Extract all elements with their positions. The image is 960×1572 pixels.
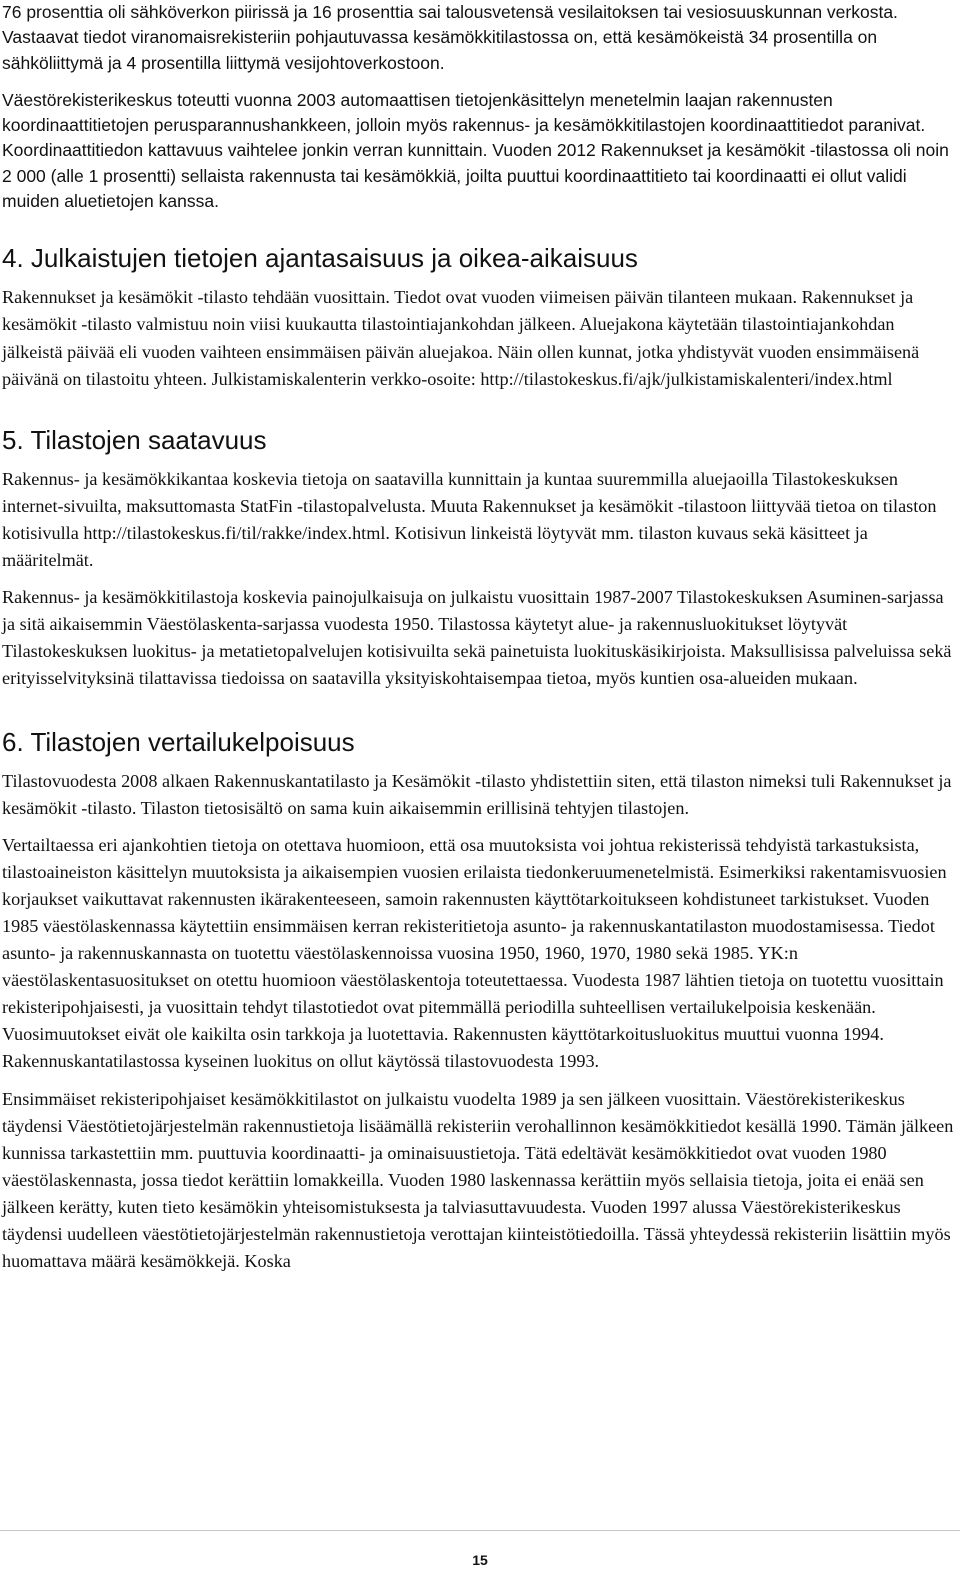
availability-paragraph-2: Rakennus- ja kesämökkitilastoja koskevia painojulkaisuja on julkaistu vuosittain 1987-2007 Tilastokeskuksen Asuminen-sarjassa ja sitä aikaisemmin Väestölaskenta-sarjassa vuodesta 1950. Tilastossa käytetyt alue- ja rakennusluokitukset löytyvät Tilastokeskuksen luokitus- ja metatietopalvelujen kotisivuilta sekä painetuista luokituskäsikirjoista. Maksullisissa palveluissa sekä erityisselvityksinä tilattavissa tiedoissa on saatavilla yksityiskohtaisempaa tietoa, myös kuntien osa-alueiden mukaan.: [2, 587, 952, 689]
timeliness-paragraph: Rakennukset ja kesämökit -tilasto tehdään vuosittain. Tiedot ovat vuoden viimeisen päivän tilanteen mukaan. Rakennukset ja kesämökit -tilasto valmistuu noin viisi kuukautta tilastointiajankohdan jälkeen. Aluejakona käytetään tilastointiajankohdan jälkeistä päivää eli vuoden vaihteen ensimmäisen päivän aluejakoa. Näin ollen kunnat, jotka yhdistyvät vuoden ensimmäisenä päivänä on tilastoitu yhteen. Julkistamiskalenterin verkko-osoite: http://tilastokeskus.fi/ajk/julkistamiskalenteri/index.html: [2, 287, 920, 389]
comparability-paragraph-2: Vertailtaessa eri ajankohtien tietoja on otettava huomioon, että osa muutoksista voi johtua rekisterissä tehdyistä tarkastuksista, tilastoaineiston käsittelyn muutoksista ja aikaisempien vuosien erilaista tiedonkeruumenetelmistä. Esimerkiksi rakentamisvuosien korjaukset vaikuttavat rakennusten ikärakenteeseen, samoin rakennusten käyttötarkoitukseen kohdistuneet tarkistukset. Vuoden 1985 väestölaskennassa käytettiin ensimmäisen kerran rekisteritietoja asunto- ja rakennuskantatilaston muodostamisessa. Tiedot asunto- ja rakennuskannasta on tuotettu väestölaskennoissa vuosina 1950, 1960, 1970, 1980 sekä 1985. YK:n väestölaskentasuositukset on otettu huomioon väestölaskentoja toteutettaessa. Vuodesta 1987 lähtien tietoja on tuotettu vuosittain rekisteripohjaisesti, ja vuosittain tehdyt tilastotiedot ovat pitemmällä periodilla suhteellisen vertailukelpoisia keskenään. Vuosimuutokset eivät ole kaikilta osin tarkkoja ja luotettavia. Rakennusten käyttötarkoitusluokitus muuttui vuonna 1994. Rakennuskantatilastossa kyseinen luokitus on ollut käytössä tilastovuodesta 1993.: [2, 834, 947, 1072]
section-6-comparability: [2, 727, 956, 1276]
section-heading-timeliness: 4. Julkaistujen tietojen ajantasaisuus ja oikea-aikaisuus: [2, 243, 638, 274]
intro-paragraph: 76 prosenttia oli sähköverkon piirissä ja 16 prosenttia sai talousvetensä vesilaitoksen tai vesiosuuskunnan verkosta. Vastaavat tiedot viranomaisrekisteriin pohjautuvassa kesämökkitilastossa on, että kesämökeistä 34 prosentilla on sähköliittymä ja 4 prosentilla liittymä vesijohtoverkostoon.: [2, 2, 898, 73]
page-number: 15: [472, 1552, 488, 1568]
section-heading-availability: 5. Tilastojen saatavuus: [2, 424, 267, 455]
comparability-paragraph-3: Ensimmäiset rekisteripohjaiset kesämökkitilastot on julkaistu vuodelta 1989 ja sen jälkeen vuosittain. Väestörekisterikeskus täydensi Väestötietojärjestelmän rakennustietoja lisäämällä rekisteriin verohallinnon kesämökkitiedot kesällä 1990. Tämän jälkeen kunnissa tarkastettiin mm. puuttuvia koordinaatti- ja ominaisuustietoja. Tätä edeltävät kesämökkitiedot ovat vuoden 1980 väestölaskennasta, jossa tiedot kerättiin lomakkeilla. Vuoden 1980 laskennassa kerättiin myös sellaisia tietoja, joita ei enää sen jälkeen kerätty, kuten tieto kesämökin yhteisomistuksesta ja talviasuttavuudesta. Vuoden 1997 alussa Väestörekisterikeskus täydensi uudelleen väestötietojärjestelmän rakennustietoja verottajan kiinteistötiedoilla. Tässä yhteydessä rekisteriin lisättiin myös huomattava määrä kesämökkejä. Koska: [2, 1088, 954, 1272]
coordinates-paragraph: Väestörekisterikeskus toteutti vuonna 2003 automaattisen tietojenkäsittelyn menetelmin laajan rakennusten koordinaattitietojen perusparannushankkeen, jolloin myös rakennus- ja kesämökkitilastojen koordinaattitiedot paranivat. Koordinaattitiedon kattavuus vaihtelee jonkin verran kunnittain. Vuoden 2012 Rakennukset ja kesämökit -tilastossa oli noin 2 000 (alle 1 prosentti) sellaista rakennusta tai kesämökkiä, joilta puuttui koordinaattitieto tai koordinaatti ei ollut validi muiden aluetietojen kanssa.: [2, 89, 949, 212]
document-page: [2, 0, 956, 1275]
footer-divider: [0, 1530, 960, 1531]
availability-paragraph-1: Rakennus- ja kesämökkikantaa koskevia tietoja on saatavilla kunnittain ja kuntaa suuremmilla aluejaoilla Tilastokeskuksen internet-sivuilta, maksuttomasta StatFin -tilastopalvelusta. Muuta Rakennukset ja kesämökit -tilastoon liittyvää tietoa on tilaston kotisivulla http://tilastokeskus.fi/til/rakke/index.html. Kotisivun linkeistä löytyvät mm. tilaston kuvaus sekä käsitteet ja määritelmät.: [2, 468, 937, 571]
comparability-paragraph-1: Tilastovuodesta 2008 alkaen Rakennuskantatilasto ja Kesämökit -tilasto yhdistettiin siten, että tilaston nimeksi tuli Rakennukset ja kesämökit -tilasto. Tilaston tietosisältö on sama kuin aikaisemmin erillisinä tehtyjen tilastojen.: [2, 770, 952, 818]
section-heading-comparability: 6. Tilastojen vertailukelpoisuus: [2, 726, 355, 757]
section-4-timeliness: [2, 243, 956, 392]
section-5-availability: [2, 425, 956, 693]
